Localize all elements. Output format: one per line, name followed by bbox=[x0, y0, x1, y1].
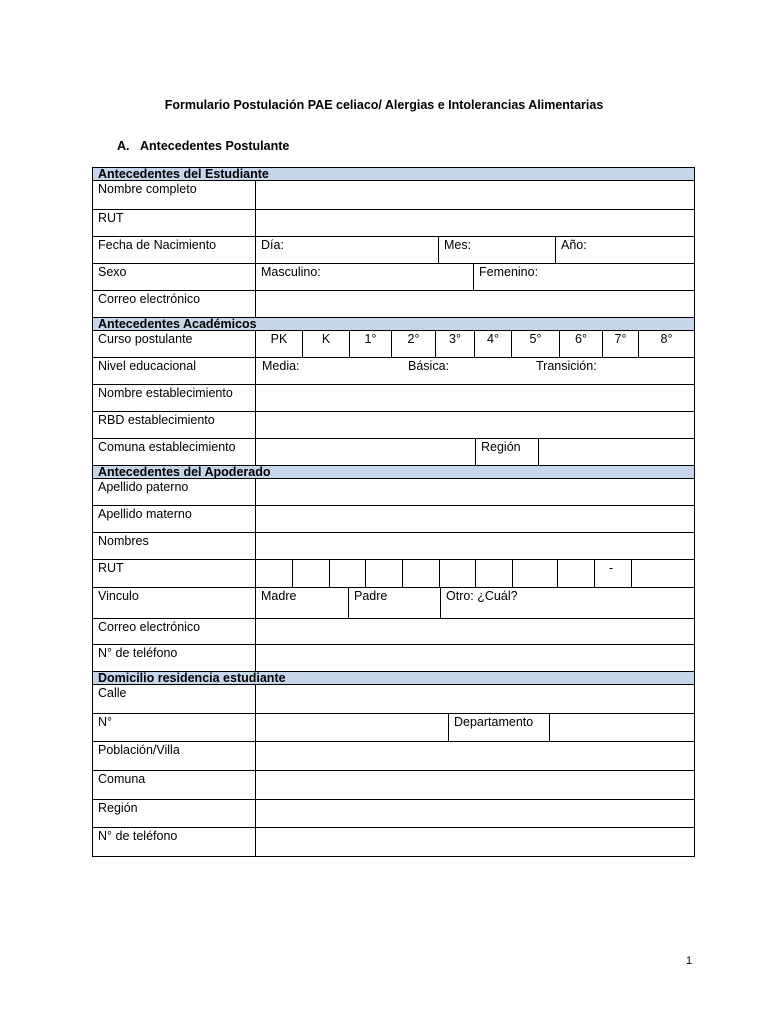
input-nombre-establecimiento[interactable] bbox=[255, 385, 694, 411]
input-dia[interactable]: Día: bbox=[255, 237, 438, 263]
row-nombres bbox=[93, 533, 694, 560]
input-mes[interactable]: Mes: bbox=[438, 237, 555, 263]
header-domicilio: Domicilio residencia estudiante bbox=[93, 672, 694, 685]
row-rut-estudiante bbox=[93, 210, 694, 237]
rut-digit-box[interactable] bbox=[557, 560, 594, 587]
label-telefono-apoderado: N° de teléfono bbox=[98, 646, 178, 660]
label-comuna-domicilio: Comuna bbox=[98, 772, 146, 786]
input-nombre-completo[interactable] bbox=[255, 181, 694, 209]
label-calle: Calle bbox=[98, 686, 127, 700]
row-poblacion bbox=[93, 742, 694, 771]
input-comuna-establecimiento[interactable] bbox=[255, 439, 475, 465]
row-sexo bbox=[93, 264, 694, 291]
row-apellido-materno bbox=[93, 506, 694, 533]
input-region-domicilio[interactable] bbox=[255, 800, 694, 827]
row-correo-apoderado bbox=[93, 619, 694, 645]
section-heading bbox=[117, 139, 289, 153]
rut-digit-box[interactable] bbox=[512, 560, 557, 587]
section-letter: A. bbox=[117, 139, 130, 153]
row-telefono-apoderado bbox=[93, 645, 694, 672]
row-nivel-educacional bbox=[93, 358, 694, 385]
input-departamento[interactable] bbox=[549, 714, 694, 741]
row-nombre-establecimiento bbox=[93, 385, 694, 412]
input-nombres[interactable] bbox=[255, 533, 694, 559]
label-nivel-educacional: Nivel educacional bbox=[98, 359, 196, 373]
label-curso-postulante: Curso postulante bbox=[98, 332, 193, 346]
input-region-establecimiento[interactable] bbox=[538, 439, 694, 465]
label-region-establecimiento: Región bbox=[475, 439, 538, 465]
input-numero[interactable] bbox=[255, 714, 448, 741]
nivel-option-transicion[interactable]: Transición: bbox=[536, 359, 597, 373]
document-title: Formulario Postulación PAE celiaco/ Alergias e Intolerancias Alimentarias bbox=[164, 98, 604, 112]
rut-digit-box[interactable] bbox=[365, 560, 402, 587]
curso-option-1[interactable]: 1° bbox=[349, 331, 391, 357]
label-sexo: Sexo bbox=[98, 265, 127, 279]
input-rut-estudiante[interactable] bbox=[255, 210, 694, 236]
label-apellido-materno: Apellido materno bbox=[98, 507, 192, 521]
row-telefono-domicilio bbox=[93, 828, 694, 856]
input-correo-apoderado[interactable] bbox=[255, 619, 694, 644]
nivel-options bbox=[255, 358, 694, 384]
vinculo-option-otro[interactable]: Otro: ¿Cuál? bbox=[440, 588, 694, 618]
label-nombres: Nombres bbox=[98, 534, 149, 548]
input-rbd-establecimiento[interactable] bbox=[255, 412, 694, 438]
row-fecha-nacimiento bbox=[93, 237, 694, 264]
row-curso-postulante bbox=[93, 331, 694, 358]
input-correo-estudiante[interactable] bbox=[255, 291, 694, 317]
rut-digit-box[interactable] bbox=[329, 560, 365, 587]
row-correo-estudiante bbox=[93, 291, 694, 318]
label-rbd-establecimiento: RBD establecimiento bbox=[98, 413, 215, 427]
curso-option-6[interactable]: 6° bbox=[559, 331, 602, 357]
rut-digit-box[interactable] bbox=[292, 560, 329, 587]
curso-option-8[interactable]: 8° bbox=[638, 331, 694, 357]
label-region-domicilio: Región bbox=[98, 801, 138, 815]
row-comuna-establecimiento bbox=[93, 439, 694, 466]
input-apellido-paterno[interactable] bbox=[255, 479, 694, 505]
header-academicos: Antecedentes Académicos bbox=[93, 318, 694, 331]
input-poblacion[interactable] bbox=[255, 742, 694, 770]
page-number: 1 bbox=[686, 955, 693, 967]
label-telefono-domicilio: N° de teléfono bbox=[98, 829, 178, 843]
curso-option-4[interactable]: 4° bbox=[474, 331, 511, 357]
row-rut-apoderado bbox=[93, 560, 694, 588]
row-comuna-domicilio bbox=[93, 771, 694, 800]
label-comuna-establecimiento: Comuna establecimiento bbox=[98, 440, 236, 454]
row-apellido-paterno bbox=[93, 479, 694, 506]
label-vinculo: Vinculo bbox=[98, 589, 139, 603]
application-form bbox=[92, 167, 695, 857]
rut-digit-box[interactable] bbox=[439, 560, 475, 587]
vinculo-option-padre[interactable]: Padre bbox=[348, 588, 440, 618]
curso-option-5[interactable]: 5° bbox=[511, 331, 559, 357]
section-label: Antecedentes Postulante bbox=[140, 139, 290, 153]
rut-verifier-box[interactable] bbox=[631, 560, 694, 587]
row-numero bbox=[93, 714, 694, 742]
input-masculino[interactable]: Masculino: bbox=[255, 264, 473, 290]
curso-option-k[interactable]: K bbox=[302, 331, 349, 357]
input-comuna-domicilio[interactable] bbox=[255, 771, 694, 799]
label-correo-apoderado: Correo electrónico bbox=[98, 620, 201, 634]
curso-option-2[interactable]: 2° bbox=[391, 331, 435, 357]
input-femenino[interactable]: Femenino: bbox=[473, 264, 694, 290]
row-calle bbox=[93, 685, 694, 714]
header-estudiante: Antecedentes del Estudiante bbox=[93, 168, 694, 181]
label-rut-apoderado: RUT bbox=[98, 561, 124, 575]
curso-option-7[interactable]: 7° bbox=[602, 331, 638, 357]
row-nombre-completo bbox=[93, 181, 694, 210]
row-vinculo bbox=[93, 588, 694, 619]
curso-option-pk[interactable]: PK bbox=[255, 331, 302, 357]
row-rbd-establecimiento bbox=[93, 412, 694, 439]
label-rut-estudiante: RUT bbox=[98, 211, 124, 225]
rut-dash: - bbox=[594, 560, 631, 587]
input-telefono-apoderado[interactable] bbox=[255, 645, 694, 671]
rut-digit-box[interactable] bbox=[255, 560, 292, 587]
label-poblacion: Población/Villa bbox=[98, 743, 180, 757]
label-correo-estudiante: Correo electrónico bbox=[98, 292, 201, 306]
curso-option-3[interactable]: 3° bbox=[435, 331, 474, 357]
input-anio[interactable]: Año: bbox=[555, 237, 694, 263]
rut-digit-box[interactable] bbox=[475, 560, 512, 587]
row-region-domicilio bbox=[93, 800, 694, 828]
vinculo-option-madre[interactable]: Madre bbox=[255, 588, 348, 618]
label-fecha-nacimiento: Fecha de Nacimiento bbox=[98, 238, 217, 252]
rut-digit-box[interactable] bbox=[402, 560, 439, 587]
input-calle[interactable] bbox=[255, 685, 694, 713]
nivel-option-basica[interactable]: Básica: bbox=[408, 359, 449, 373]
header-apoderado: Antecedentes del Apoderado bbox=[93, 466, 694, 479]
nivel-option-media[interactable]: Media: bbox=[262, 359, 300, 373]
label-nombre-establecimiento: Nombre establecimiento bbox=[98, 386, 233, 400]
label-apellido-paterno: Apellido paterno bbox=[98, 480, 189, 494]
input-apellido-materno[interactable] bbox=[255, 506, 694, 532]
input-telefono-domicilio[interactable] bbox=[255, 828, 694, 856]
label-departamento: Departamento bbox=[448, 714, 549, 741]
label-nombre-completo: Nombre completo bbox=[98, 182, 197, 196]
label-numero: N° bbox=[98, 715, 113, 729]
